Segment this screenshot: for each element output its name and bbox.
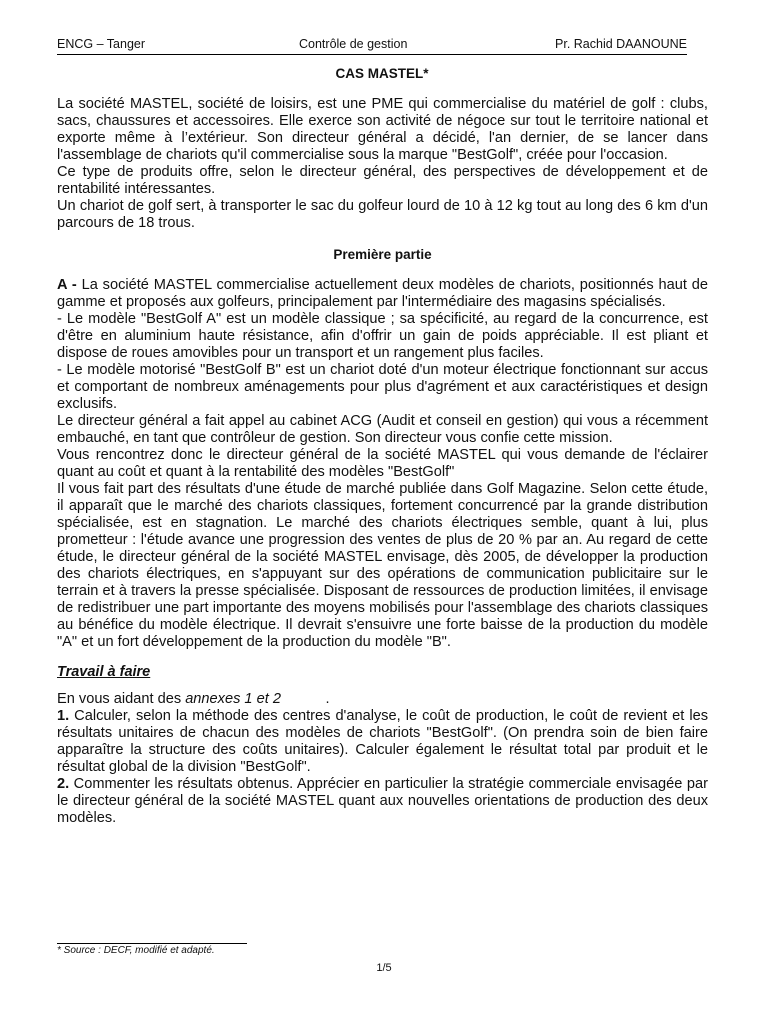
- document-body: [57, 96, 708, 827]
- work-intro-prefix: En vous aidant des: [57, 691, 186, 707]
- part1-paragraph: - Le modèle motorisé "BestGolf B" est un chariot doté d'un moteur électrique fonctionnant sur accus et comportant de nombreux aménagements pour plus d'agrément et aux caractéristiques et design exclusifs.: [57, 362, 708, 412]
- page-number: 1/5: [376, 962, 392, 974]
- work-item-number: 1.: [57, 708, 70, 724]
- work-item: [57, 776, 708, 827]
- part1-a-text: La société MASTEL commercialise actuellement deux modèles de chariots, positionnés haut de gamme et proposés aux golfeurs, principalement par l'intermédiaire des magasins spécialisés.: [57, 277, 708, 310]
- work-item: [57, 708, 708, 776]
- footnote-divider: [57, 943, 247, 944]
- intro-paragraph: La société MASTEL, société de loisirs, est une PME qui commercialise du matériel de golf : clubs, sacs, chaussures et accessoires. Elle exerce son activité de négoce sur tout le territoire national et exporte même à l’extérieur. Son directeur général a décidé, l'an dernier, de se lancer dans l'assemblage de chariots qu'il commercialise sous la marque "BestGolf", créée pour l'occasion.: [57, 96, 708, 163]
- part1-paragraph: Il vous fait part des résultats d'une étude de marché publiée dans Golf Magazine. Selon cette étude, il apparaît que le marché des chariots classiques, fortement concurrencé par la grande distribution spécialisée, est en stagnation. Le marché des chariots électriques semble, quant à lui, plus prometteur : l'étude avance une progression des ventes de plus de 20 % par an. Au regard de cette étude, le directeur général de la société MASTEL envisage, dès 2005, de développer la production des chariots électriques, en s'appuyant sur des opérations de communication publicitaire sur le terrain et à travers la presse spécialisée. Disposant de ressources de production limitées, il envisage de redistribuer une part importante des moyens mobilisés pour l'assemblage des chariots classiques au bénéfice du modèle électrique. Il devrait s'ensuivre une forte baisse de la production du modèle "A" et un fort développement de la production du modèle "B".: [57, 481, 708, 650]
- work-intro-suffix: .: [280, 691, 330, 707]
- part1-a-label: A -: [57, 277, 77, 293]
- work-heading: Travail à faire: [57, 664, 151, 680]
- footnote: * Source : DECF, modifié et adapté.: [57, 945, 215, 956]
- header-course: Contrôle de gestion: [299, 37, 408, 51]
- page-header: [57, 36, 687, 55]
- part1-paragraph: Vous rencontrez donc le directeur général de la société MASTEL qui vous demande de l'éclairer quant au coût et quant à la rentabilité des modèles "BestGolf": [57, 447, 708, 480]
- part1-paragraph: - Le modèle "BestGolf A" est un modèle classique ; sa spécificité, au regard de la concurrence, est d'être en aluminium haute résistance, afin d'offrir un gain de poids appréciable. Il est pliant et dispose de roues amovibles pour un transport et un rangement plus faciles.: [57, 311, 708, 361]
- header-author: Pr. Rachid DAANOUNE: [555, 37, 687, 51]
- work-item-text: Calculer, selon la méthode des centres d'analyse, le coût de production, le coût de revient et les résultats unitaires de chacun des modèles de chariots "BestGolf". (On prendra soin de bien faire apparaître la structure des coûts unitaires). Calculer également le résultat total par produit et le résultat global de la division "BestGolf".: [57, 708, 708, 775]
- intro-paragraph: Un chariot de golf sert, à transporter le sac du golfeur lourd de 10 à 12 kg tout au long des 6 km d'un parcours de 18 trous.: [57, 198, 708, 231]
- section-heading-part1: Première partie: [333, 247, 432, 262]
- work-intro-annexes: annexes 1 et 2: [185, 691, 281, 707]
- part1-paragraph: Le directeur général a fait appel au cabinet ACG (Audit et conseil en gestion) qui vous a récemment embauché, en tant que contrôleur de gestion. Son directeur vous confie cette mission.: [57, 413, 708, 446]
- header-school: ENCG – Tanger: [57, 37, 146, 51]
- part1-paragraph-a: [57, 277, 708, 311]
- intro-paragraph: Ce type de produits offre, selon le directeur général, des perspectives de développement et de rentabilité intéressantes.: [57, 164, 708, 197]
- work-intro: [57, 691, 708, 708]
- case-title: CAS MASTEL*: [335, 66, 429, 81]
- work-item-number: 2.: [57, 776, 70, 792]
- work-item-text: Commenter les résultats obtenus. Apprécier en particulier la stratégie commerciale envisagée par le directeur général de la société MASTEL quant aux nouvelles orientations de production des deux modèles.: [57, 776, 708, 826]
